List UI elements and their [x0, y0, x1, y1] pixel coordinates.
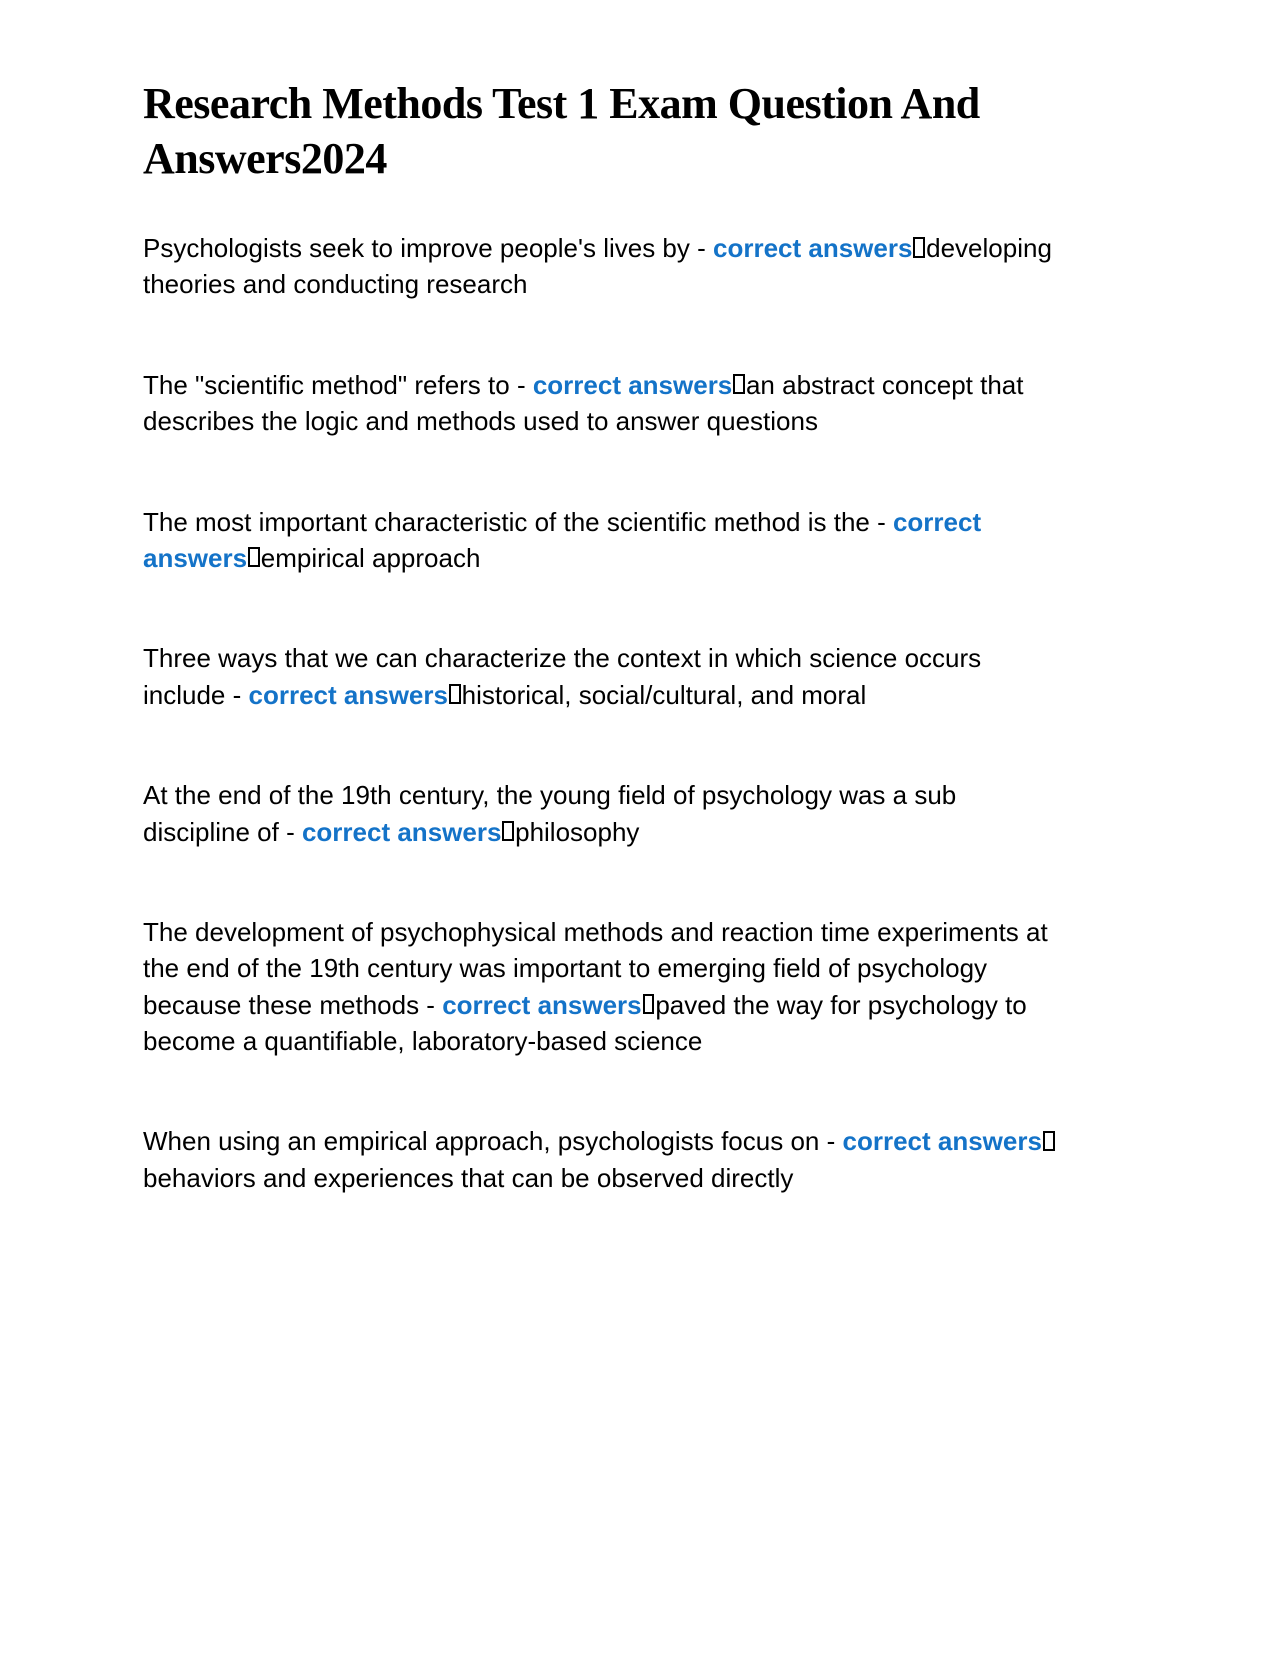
correct-answers-marker: correct answers	[713, 233, 913, 263]
qa-item	[143, 367, 1065, 440]
page-title: Research Methods Test 1 Exam Question And Answers2024	[143, 79, 980, 183]
question-text: When using an empirical approach, psychologists focus on	[143, 1126, 820, 1157]
answer-text: an abstract concept that describes the logic and methods used to answer questions	[143, 369, 1024, 437]
correct-answers-marker: correct answers	[248, 679, 448, 710]
correct-answers-marker: correct answers	[532, 369, 733, 400]
question-answer-separator: -	[869, 506, 893, 537]
answer-text: paved the way for psychology to become a quantifiable, laboratory-based science	[143, 989, 1027, 1057]
answer-text: philosophy	[515, 816, 640, 847]
missing-glyph-icon	[502, 821, 514, 841]
correct-answers-marker: correct answers	[301, 816, 502, 847]
question-text: At the end of the 19th century, the young field of psychology was a sub discipline of	[143, 780, 957, 847]
qa-item	[143, 1123, 1065, 1196]
qa-item	[143, 914, 1065, 1060]
answer-text: historical, social/cultural, and moral	[461, 679, 867, 710]
qa-item	[143, 640, 1065, 713]
missing-glyph-icon	[248, 547, 260, 567]
qa-item	[143, 230, 1065, 303]
qa-item	[143, 777, 1065, 850]
question-text: Three ways that we can characterize the context in which science occurs include	[143, 643, 982, 710]
question-text: The "scientific method" refers to	[143, 369, 510, 400]
answer-text: developing theories and conducting research	[143, 233, 1052, 300]
missing-glyph-icon	[643, 994, 655, 1014]
question-text: Psychologists seek to improve people's lives by	[143, 233, 690, 263]
question-answer-separator: -	[278, 816, 302, 847]
answer-text: behaviors and experiences that can be observed directly	[143, 1162, 794, 1193]
correct-answers-marker: correct answers	[442, 989, 642, 1020]
correct-answers-marker: correct answers	[842, 1126, 1042, 1157]
missing-glyph-icon	[449, 684, 461, 704]
question-text: The most important characteristic of the scientific method is the	[143, 506, 870, 537]
question-answer-separator: -	[225, 679, 249, 710]
qa-item	[143, 504, 1065, 577]
question-answer-separator: -	[509, 369, 533, 400]
missing-glyph-icon	[733, 374, 745, 394]
missing-glyph-icon	[1043, 1131, 1055, 1151]
question-text: The development of psychophysical methods and reaction time experiments at the end of the 19th century was important to emerging field of psychology because these methods	[143, 916, 1048, 1020]
question-answer-separator: -	[419, 989, 443, 1020]
answer-text: empirical approach	[260, 542, 481, 573]
missing-glyph-icon	[913, 237, 925, 257]
question-answer-separator: -	[689, 233, 713, 263]
question-answer-separator: -	[819, 1126, 843, 1157]
correct-answers-marker: correct answers	[143, 506, 982, 573]
